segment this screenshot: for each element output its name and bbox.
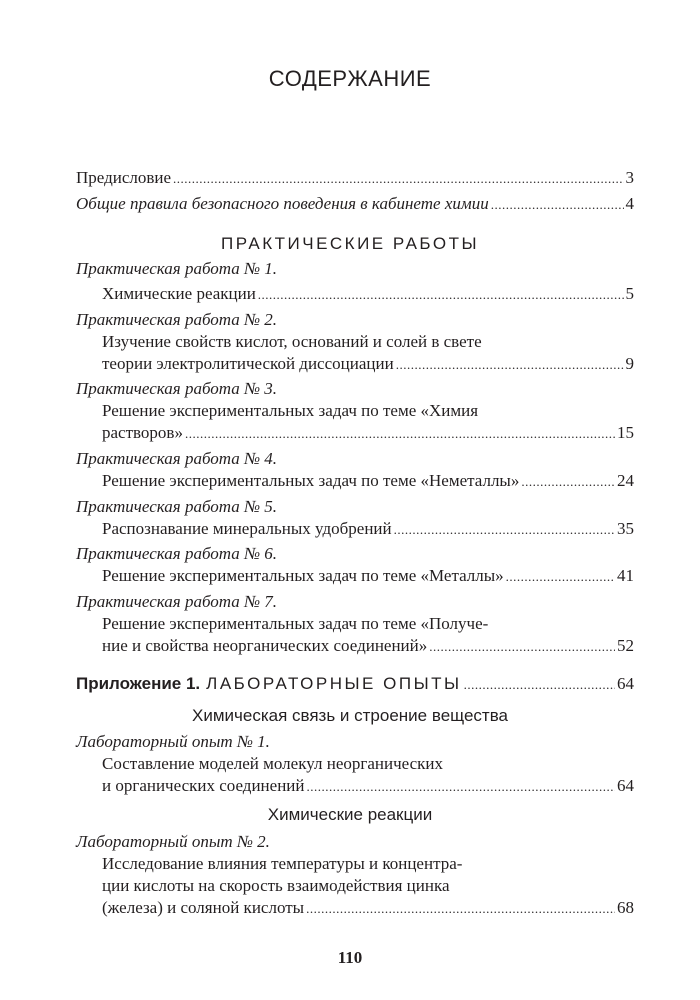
entry-text: Распознавание минеральных удобрений — [102, 519, 392, 538]
toc-entry-practical-3[interactable] — [102, 422, 634, 444]
practical-label: Практическая работа № 1. — [76, 259, 278, 278]
entry-text: Химические реакции — [102, 284, 256, 303]
dot-leader — [394, 518, 615, 541]
entry-text: (железа) и соляной кислоты — [102, 898, 305, 917]
entry-text: теории электролитической диссоциации — [102, 354, 394, 373]
practical-label: Практическая работа № 5. — [76, 497, 278, 516]
toc-entry-lab-1[interactable] — [102, 775, 634, 797]
entry-page: 52 — [617, 636, 634, 655]
lab-label: Лабораторный опыт № 1. — [76, 732, 270, 751]
toc-entry-practical-4[interactable] — [102, 470, 634, 492]
dot-leader — [306, 897, 615, 920]
entry-page: 5 — [625, 284, 634, 303]
practical-label: Практическая работа № 4. — [76, 449, 278, 468]
toc-entry-safety-rules[interactable] — [76, 193, 634, 215]
entry-text: и органических соединений — [102, 776, 305, 795]
toc-entry-practical-7[interactable] — [102, 635, 634, 657]
entry-page: 4 — [625, 194, 634, 213]
lab-label: Лабораторный опыт № 2. — [76, 832, 270, 851]
dot-leader — [521, 470, 615, 493]
entry-text: Решение экспериментальных задач по теме «Неметаллы» — [102, 471, 520, 490]
dot-leader — [506, 565, 615, 588]
entry-page: 68 — [617, 898, 634, 917]
entry-text-line: Составление моделей молекул неорганических — [102, 754, 443, 773]
toc-entry-lab-2[interactable] — [102, 897, 634, 919]
toc-entry-appendix-1[interactable] — [76, 673, 634, 695]
entry-text-line: Решение экспериментальных задач по теме «Получе- — [102, 614, 489, 633]
entry-text: Предисловие — [76, 168, 172, 187]
entry-text: Решение экспериментальных задач по теме «Металлы» — [102, 566, 504, 585]
dot-leader — [396, 353, 624, 376]
entry-text-line: Решение экспериментальных задач по теме «Химия — [102, 401, 479, 420]
entry-text: ние и свойства неорганических соединений» — [102, 636, 428, 655]
section-heading-practical: ПРАКТИЧЕСКИЕ РАБОТЫ — [220, 234, 480, 253]
dot-leader — [173, 167, 623, 190]
entry-text: растворов» — [102, 423, 183, 442]
dot-leader — [491, 193, 624, 216]
toc-entry-practical-6[interactable] — [102, 565, 634, 587]
entry-page: 3 — [625, 168, 634, 187]
dot-leader — [258, 283, 624, 306]
toc-entry-practical-1[interactable] — [102, 283, 634, 305]
dot-leader — [307, 775, 616, 798]
entry-page: 15 — [617, 423, 634, 442]
entry-page: 35 — [617, 519, 634, 538]
dot-leader — [185, 422, 615, 445]
page-number: 110 — [337, 948, 363, 967]
entry-page: 9 — [625, 354, 634, 373]
entry-text-line: Изучение свойств кислот, оснований и солей в свете — [102, 332, 482, 351]
appendix-label: Приложение 1. — [76, 674, 201, 693]
dot-leader — [429, 635, 615, 658]
practical-label: Практическая работа № 3. — [76, 379, 278, 398]
toc-entry-preface[interactable] — [76, 167, 634, 189]
entry-page: 24 — [617, 471, 634, 490]
subsection-heading: Химические реакции — [267, 805, 433, 824]
practical-label: Практическая работа № 6. — [76, 544, 278, 563]
entry-page: 64 — [617, 776, 634, 795]
subsection-heading: Химическая связь и строение вещества — [191, 706, 508, 725]
practical-label: Практическая работа № 2. — [76, 310, 278, 329]
page-title: СОДЕРЖАНИЕ — [268, 66, 432, 91]
entry-text-line: ции кислоты на скорость взаимодействия цинка — [102, 876, 450, 895]
dot-leader — [464, 673, 615, 696]
entry-text: Общие правила безопасного поведения в кабинете химии — [76, 194, 489, 213]
appendix-title: ЛАБОРАТОРНЫЕ ОПЫТЫ — [206, 674, 462, 693]
toc-entry-practical-5[interactable] — [102, 518, 634, 540]
entry-text-line: Исследование влияния температуры и концентра- — [102, 854, 463, 873]
toc-entry-practical-2[interactable] — [102, 353, 634, 375]
entry-page: 64 — [617, 674, 634, 693]
practical-label: Практическая работа № 7. — [76, 592, 278, 611]
entry-page: 41 — [617, 566, 634, 585]
